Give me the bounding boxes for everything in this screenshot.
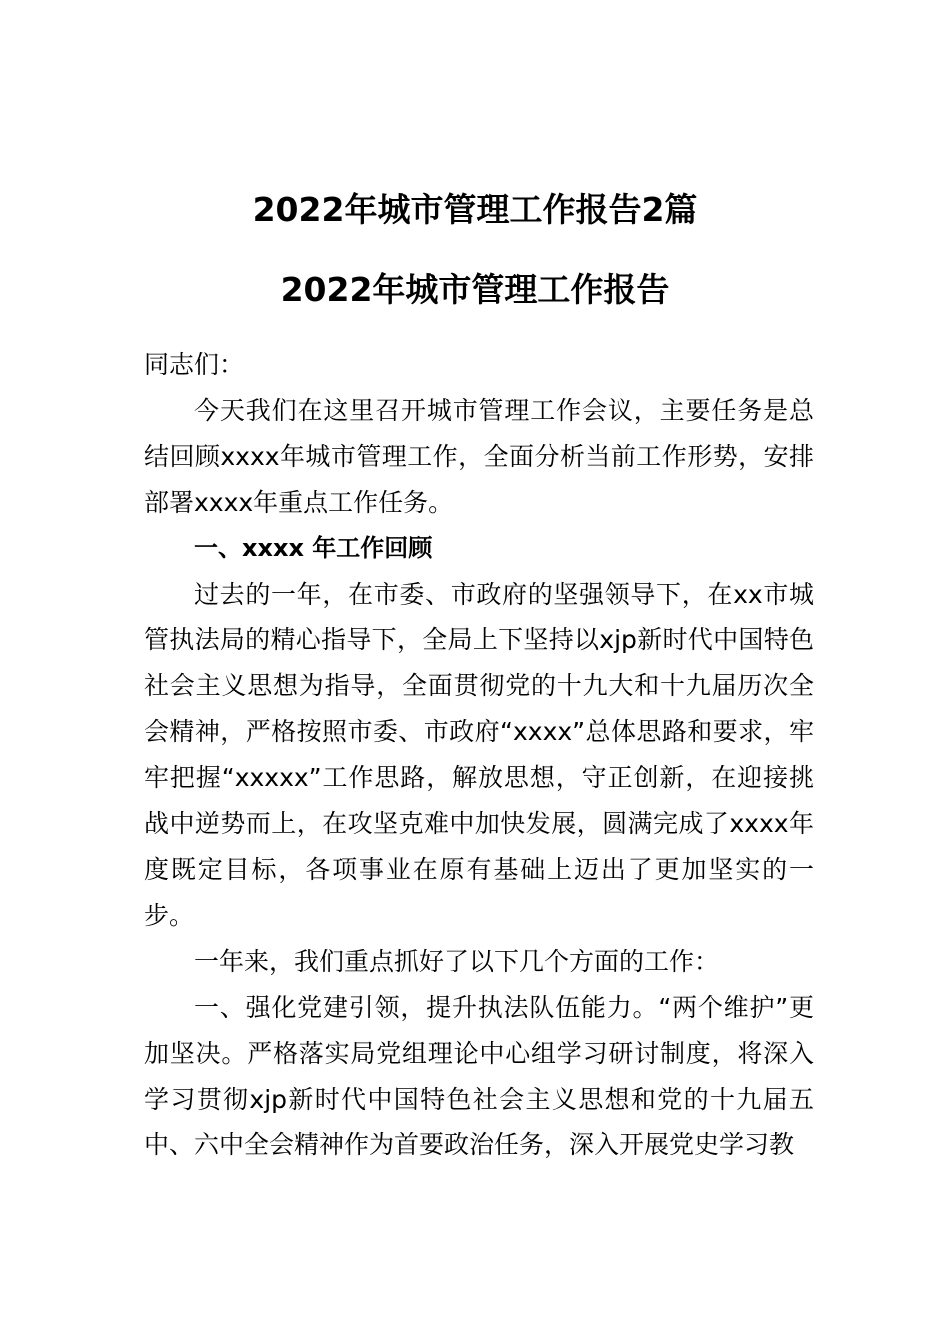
paragraph-party-building: 一、强化党建引领，提升执法队伍能力。“两个维护”更加坚决。严格落实局党组理论中心组学习研讨制度，将深入学习贯彻xjp新时代中国特色社会主义思想和党的十九届五中、六中全会精神作为首要政治任务，深入开展党史学习教 xyxy=(144,992,814,1160)
paragraph-review: 过去的一年，在市委、市政府的坚强领导下，在xx市城管执法局的精心指导下，全局上下坚持以xjp新时代中国特色社会主义思想为指导，全面贯彻党的十九大和十九届历次全会精神，严格按照市委、市政府“xxxx”总体思路和要求，牢牢把握“xxxxx”工作思路，解放思想，守正创新，在迎接挑战中逆势而上，在攻坚克难中加快发展，圆满完成了xxxx年度既定目标，各项事业在原有基础上迈出了更加坚实的一步。 xyxy=(144,579,814,930)
salutation: 同志们： xyxy=(144,350,245,379)
document-body xyxy=(144,342,814,1168)
document-title: 2022年城市管理工作报告2篇 xyxy=(252,190,698,229)
section-heading-review: 一、xxxx 年工作回顾 xyxy=(194,533,433,562)
paragraph-work-list-intro: 一年来，我们重点抓好了以下几个方面的工作： xyxy=(194,946,720,976)
document-subtitle: 2022年城市管理工作报告 xyxy=(280,270,670,309)
paragraph-intro: 今天我们在这里召开城市管理工作会议，主要任务是总结回顾xxxx年城市管理工作，全面分析当前工作形势，安排部署xxxx年重点工作任务。 xyxy=(144,395,814,517)
